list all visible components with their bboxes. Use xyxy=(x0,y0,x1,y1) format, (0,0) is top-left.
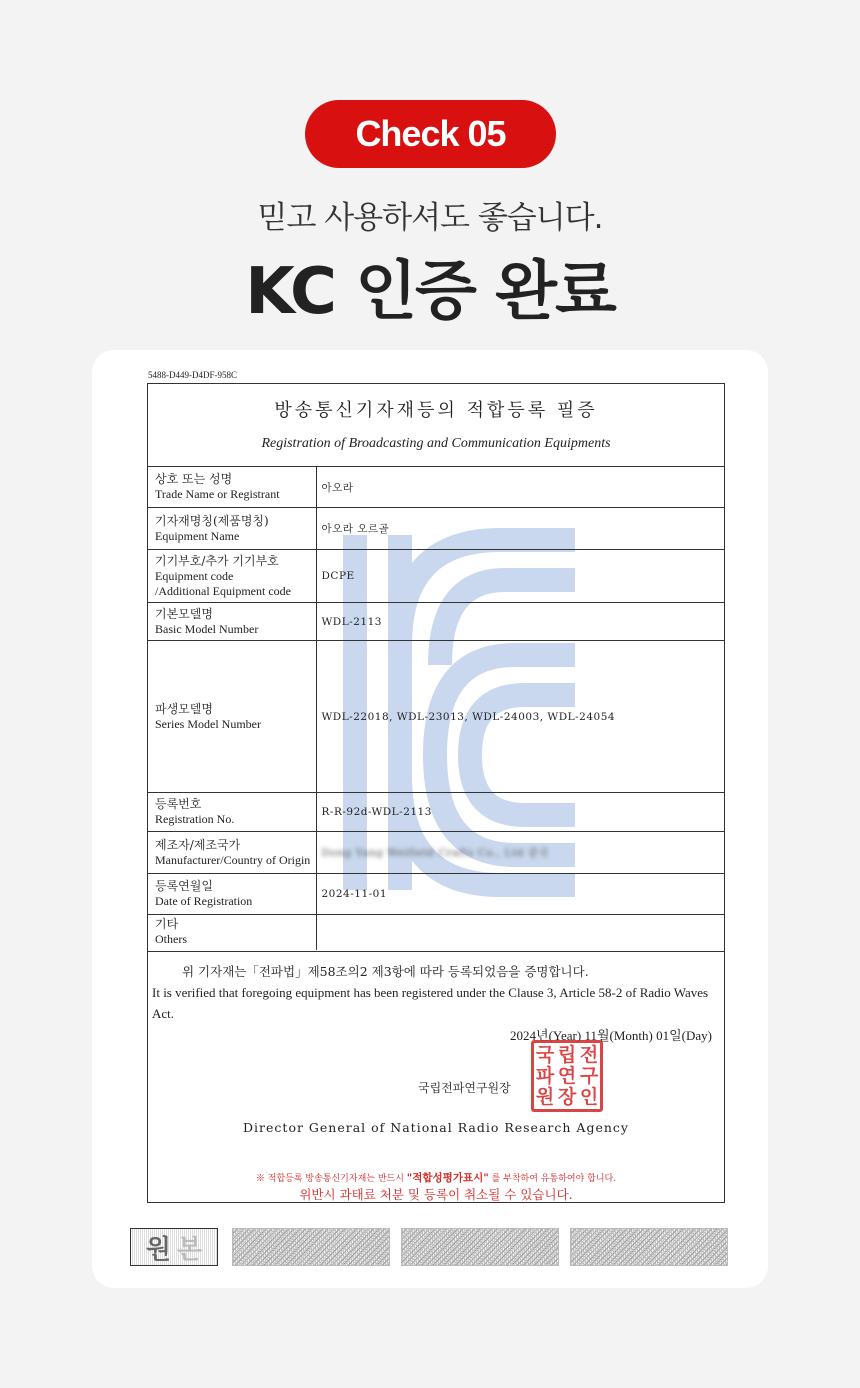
field-label-en: Equipment code xyxy=(155,568,234,583)
field-label-kr: 등록번호 xyxy=(155,797,202,811)
field-value-registration-no: R-R-92d-WDL-2113 xyxy=(316,793,724,832)
field-row-trade-name xyxy=(148,467,724,508)
field-label-en: Series Model Number xyxy=(155,716,261,731)
warning-notice-2: 위반시 과태료 처분 및 등록이 취소될 수 있습니다. xyxy=(299,1187,573,1202)
agency-name-en: Director General of National Radio Research Agency xyxy=(243,1120,629,1135)
field-row-series-model xyxy=(148,641,724,793)
field-label-en: Date of Registration xyxy=(155,894,253,908)
security-pattern-1 xyxy=(232,1228,390,1266)
field-value-registration-date: 2024-11-01 xyxy=(316,874,724,915)
field-value-others xyxy=(316,915,724,950)
subtitle: 믿고 사용하셔도 좋습니다. xyxy=(257,200,603,236)
field-label-kr: 기타 xyxy=(155,917,179,932)
security-pattern-2 xyxy=(401,1228,559,1266)
security-pattern-3 xyxy=(570,1228,728,1266)
warning-notice-1: ※ 적합등록 방송통신기자재는 반드시 "적합성평가표시" 를 부착하여 유통하여야 합니다. xyxy=(255,1172,617,1184)
check-badge: Check 05 xyxy=(305,100,556,168)
field-row-equipment-code xyxy=(148,550,724,603)
field-value-equipment-name: 아오라 오르골 xyxy=(316,508,724,550)
field-label-en: Manufacturer/Country of Origin xyxy=(155,852,311,867)
statement-en: It is verified that foregoing equipment has been registered under the Clause 3, Article 58-2 of Radio Waves Act. xyxy=(152,985,709,1021)
field-value-series-model: WDL-22018, WDL-23013, WDL-24003, WDL-24054 xyxy=(316,641,724,793)
field-label-en-2: /Additional Equipment code xyxy=(155,583,291,598)
field-row-registration-date xyxy=(148,874,724,915)
document-id: 5488-D449-D4DF-958C xyxy=(148,370,237,380)
field-value-equipment-code: DCPE xyxy=(316,550,724,603)
field-label-kr: 파생모델명 xyxy=(155,701,213,716)
field-row-others xyxy=(148,915,724,950)
field-label-kr: 상호 또는 성명 xyxy=(155,472,233,486)
field-label-en: Basic Model Number xyxy=(155,621,259,636)
statement-kr: 위 기자재는「전파법」제58조의2 제3항에 따라 등록되었음을 증명합니다. xyxy=(182,964,589,979)
field-row-manufacturer xyxy=(148,832,724,874)
field-row-registration-no xyxy=(148,793,724,832)
field-label-en: Equipment Name xyxy=(155,528,240,543)
signer-title: 국립전파연구원장 xyxy=(418,1081,511,1095)
field-label-kr: 기기부호/추가 기기부호 xyxy=(155,553,279,568)
field-value-trade-name: 아오라 xyxy=(316,467,724,508)
field-value-manufacturer: Dong Yang Weifield Crafts Co., Ltd 중국 xyxy=(316,832,724,874)
certificate-document xyxy=(147,383,725,1203)
field-label-kr: 기본모델명 xyxy=(155,606,213,621)
field-label-kr: 기자재명칭(제품명칭) xyxy=(155,513,269,528)
field-label-kr: 등록연월일 xyxy=(155,879,213,893)
field-label-en: Others xyxy=(155,932,187,947)
headline: KC 인증 완료 xyxy=(245,255,615,329)
field-label-en: Registration No. xyxy=(155,812,235,826)
field-value-basic-model: WDL-2113 xyxy=(316,603,724,641)
original-stamp: 원 본 xyxy=(130,1228,218,1266)
field-row-basic-model xyxy=(148,603,724,641)
certification-statement xyxy=(148,951,724,1202)
field-row-equipment-name xyxy=(148,508,724,550)
certificate-title-en: Registration of Broadcasting and Communication Equipments xyxy=(261,436,611,451)
official-seal: 국 립 전 파 연 구 원 장 인 xyxy=(531,1040,603,1112)
certificate-title-kr: 방송통신기자재등의 적합등록 필증 xyxy=(274,400,598,421)
field-label-kr: 제조자/제조국가 xyxy=(155,837,241,852)
certificate-fields-table xyxy=(148,466,724,950)
field-label-en: Trade Name or Registrant xyxy=(155,487,280,501)
issue-date: 2024년(Year) 11월(Month) 01일(Day) xyxy=(510,1028,712,1043)
